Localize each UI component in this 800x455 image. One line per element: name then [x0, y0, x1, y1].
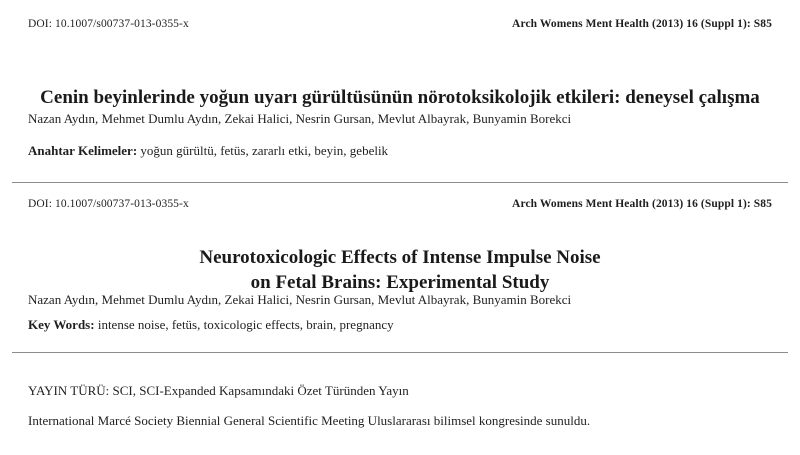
- header-meta-row-top: [28, 18, 772, 30]
- turkish-keywords-value: yoğun gürültü, fetüs, zararlı etki, beyin, gebelik: [140, 143, 389, 158]
- doi-text-second: DOI: 10.1007/s00737-013-0355-x: [28, 198, 189, 210]
- turkish-title: Cenin beyinlerinde yoğun uyarı gürültüsünün nörotoksikolojik etkileri: deneysel çalışma: [40, 87, 760, 108]
- turkish-keywords-label: Anahtar Kelimeler:: [28, 143, 138, 158]
- section-divider-bottom: [12, 352, 788, 353]
- doi-text-top: DOI: 10.1007/s00737-013-0355-x: [28, 18, 189, 30]
- english-keywords-label: Key Words:: [28, 317, 95, 332]
- english-title-line-2: on Fetal Brains: Experimental Study: [250, 271, 550, 293]
- turkish-author-list: Nazan Aydın, Mehmet Dumlu Aydın, Zekai Halici, Nesrin Gursan, Mevlut Albayrak, Bunyamin Borekci: [28, 111, 572, 126]
- english-keywords-value: intense noise, fetüs, toxicologic effects, brain, pregnancy: [97, 317, 394, 332]
- english-title-line-1: Neurotoxicologic Effects of Intense Impulse Noise: [199, 247, 601, 268]
- publication-type-text: YAYIN TÜRÜ: SCI, SCI-Expanded Kapsamındaki Özet Türünden Yayın: [28, 383, 409, 398]
- journal-citation-top: Arch Womens Ment Health (2013) 16 (Suppl 1): S85: [512, 18, 772, 30]
- presentation-note-text: International Marcé Society Biennial General Scientific Meeting Uluslararası bilimsel kongresinde sunuldu.: [28, 413, 591, 428]
- english-keywords: [28, 316, 772, 334]
- section-divider-top: [12, 182, 788, 183]
- english-title: [28, 246, 772, 295]
- english-author-list: Nazan Aydın, Mehmet Dumlu Aydın, Zekai Halici, Nesrin Gursan, Mevlut Albayrak, Bunyamin Borekci: [28, 292, 572, 307]
- journal-citation-second: Arch Womens Ment Health (2013) 16 (Suppl 1): S85: [512, 198, 772, 210]
- header-meta-row-second: [28, 198, 772, 210]
- turkish-keywords: [28, 142, 772, 160]
